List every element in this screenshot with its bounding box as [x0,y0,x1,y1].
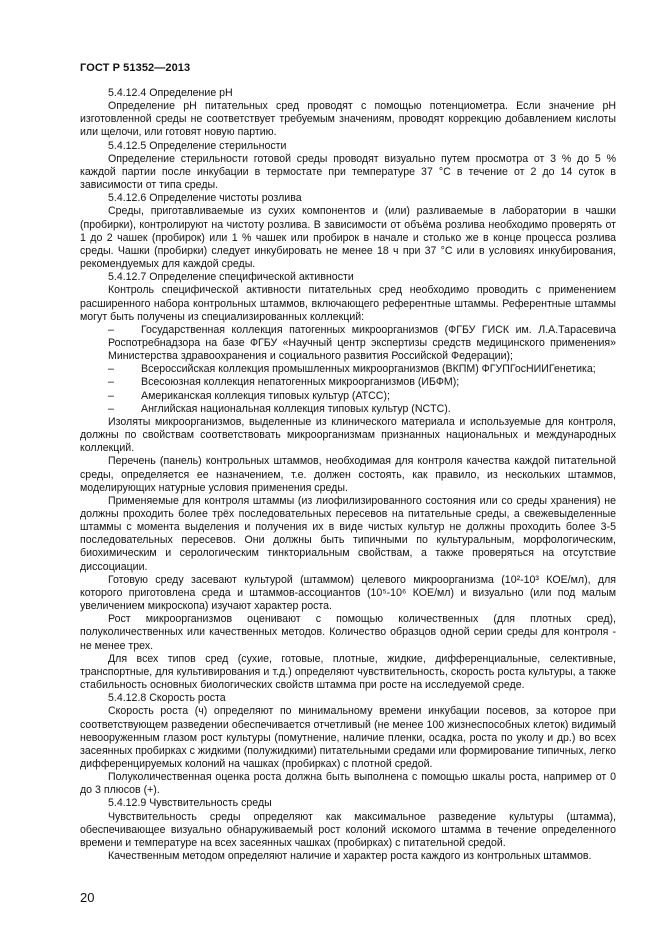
list-dash: – [108,402,114,415]
list-item-text: Всероссийская коллекция промышленных микроорганизмов (ВКПМ) ФГУПГосНИИГенетика; [141,363,596,376]
paragraph: Применяемые для контроля штаммы (из лиофилизированного состояния или со среды хранения) не должны проходить более трёх последовательных пересевов на питательные среды, а свежевыделенные штаммы с момента выделения и получения их в виде чистых культур не должны проходить более 3-5 последовательных пересевов. Они должны быть типичными по культуральным, морфологическим, биохимическим и серологическим тинкториальным свойствам, а также проверяться на отсутствие диссоциации. [80,494,616,573]
list-item-text: Американская коллекция типовых культур (АТСС); [141,389,390,402]
section-heading: 5.4.12.4 Определение рН [108,87,233,99]
section-heading: 5.4.12.9 Чувствительность среды [108,797,272,810]
paragraph: Чувствительность среды определяют как максимальное разведение культуры (штамма), обеспечивающее визуально обнаруживаемый рост колоний искомого штамма в течение определенного времени и температуре на всех засеянных чашках (пробирках) с питательной средой. [80,810,616,849]
list-dash: – [108,363,114,376]
paragraph: Полуколичественная оценка роста должна быть выполнена с помощью шкалы роста, например от 0 до 3 плюсов (+). [80,771,616,797]
paragraph: Скорость роста (ч) определяют по минимальному времени инкубации посевов, за которое при соответствующем разведении обеспечивается отчетливый (не менее 100 жизнеспособных клеток) видимый невооруженным глазом рост культуры (помутнение, наличие пленки, осадка, роста по уколу и др.) во всех засеянных пробирках с жидкими (полужидкими) питательными средами или формирование типичных, легко дифференцируемых колоний на чашках (пробирках) с плотной средой. [80,705,616,770]
list-item-text: Всесоюзная коллекция непатогенных микроорганизмов (ИБФМ); [141,376,460,389]
list-item [80,376,616,389]
section-heading: 5.4.12.6 Определение чистоты розлива [108,192,302,205]
paragraph: Среды, приготавливаемые из сухих компонентов и (или) разливаемые в лаборатории в чашки (пробирки), контролируют на чистоту розлива. В зависимости от объёма розлива необходимо проверять от 1 до 2 чашек (пробирок) или 1 % чашек или пробирок в начале и столько же в конце процесса розлива среды. Чашки (пробирки) следует инкубировать не менее 18 ч при 37 °С или в условиях инкубирования, рекомендуемых для каждой среды. [80,205,616,271]
paragraph: Качественным методом определяют наличие и характер роста каждого из контрольных штаммов. [108,850,592,863]
list-item-text: Английская национальная коллекция типовых культур (NCTC). [141,402,451,415]
list-item [80,390,616,403]
list-dash: – [108,323,114,336]
paragraph: Определение рН питательных сред проводят с помощью потенциометра. Если значение рН изготовленной среды не соответствует требуемым значениям, проводят коррекцию добавлением кислоты или щелочи, или готовят новую партию. [80,100,616,139]
list-item [80,324,616,363]
standard-header: ГОСТ Р 51352—2013 [80,62,191,74]
list-dash: – [108,376,114,389]
list-item [80,363,616,376]
paragraph: Определение стерильности готовой среды проводят визуально путем просмотра от 3 % до 5 % каждой партии после инкубации в термостате при температуре 37 °С в течение от 2 до 14 суток в зависимости от типа среды. [80,152,616,192]
paragraph: Контроль специфической активности питательных сред необходимо проводить с применением расширенного набора контрольных штаммов, включающего референтные штаммы. Референтные штаммы могут быть получены из специализированных коллекций: [80,284,616,323]
paragraph: Для всех типов сред (сухие, готовые, плотные, жидкие, дифференциальные, селективные, транспортные, для культивирования и т.д.) определяют чувствительность, скорость роста культуры, а также стабильность основных биологических свойств штамма при росте на исследуемой среде. [80,652,616,692]
list-item [80,403,616,416]
paragraph: Изоляты микроорганизмов, выделенные из клинического материала и используемые для контроля, должны по свойствам соответствовать микроорганизмам признанных национальных и международных коллекций. [80,415,616,455]
section-heading: 5.4.12.7 Определение специфической активности [108,271,354,284]
paragraph: Перечень (панель) контрольных штаммов, необходимая для контроля качества каждой питательной среды, определяется ее назначением, т.е. должен состоять, как правило, из нескольких штаммов, моделирующих натурные условия применения среды. [80,455,616,494]
list-item-text: Государственная коллекция патогенных микроорганизмов (ФГБУ ГИСК им. Л.А.Тарасевича Роспотребнадзора на базе ФГБУ «Научный центр экспертизы средств медицинского применения» Министерства здравоохранения и социального развития Российской Федерации); [108,323,616,363]
section-heading: 5.4.12.8 Скорость роста [108,692,226,705]
list-dash: – [108,389,114,402]
paragraph: Рост микроорганизмов оценивают с помощью количественных (для плотных сред), полуколичественных или качественных методов. Количество образцов одной серии среды для контроля - не менее трех. [80,613,616,652]
document-body [80,87,616,863]
page-number: 20 [80,890,95,905]
section-heading: 5.4.12.5 Определение стерильности [108,139,287,152]
paragraph: Готовую среду засевают культурой (штаммом) целевого микроорганизма (10²-10³ КОЕ/мл), для которого приготовлена среда и штаммов-ассоциантов (10⁵-10⁶ КОЕ/мл) и визуально (или под малым увеличением микроскопа) изучают характер роста. [80,573,616,613]
